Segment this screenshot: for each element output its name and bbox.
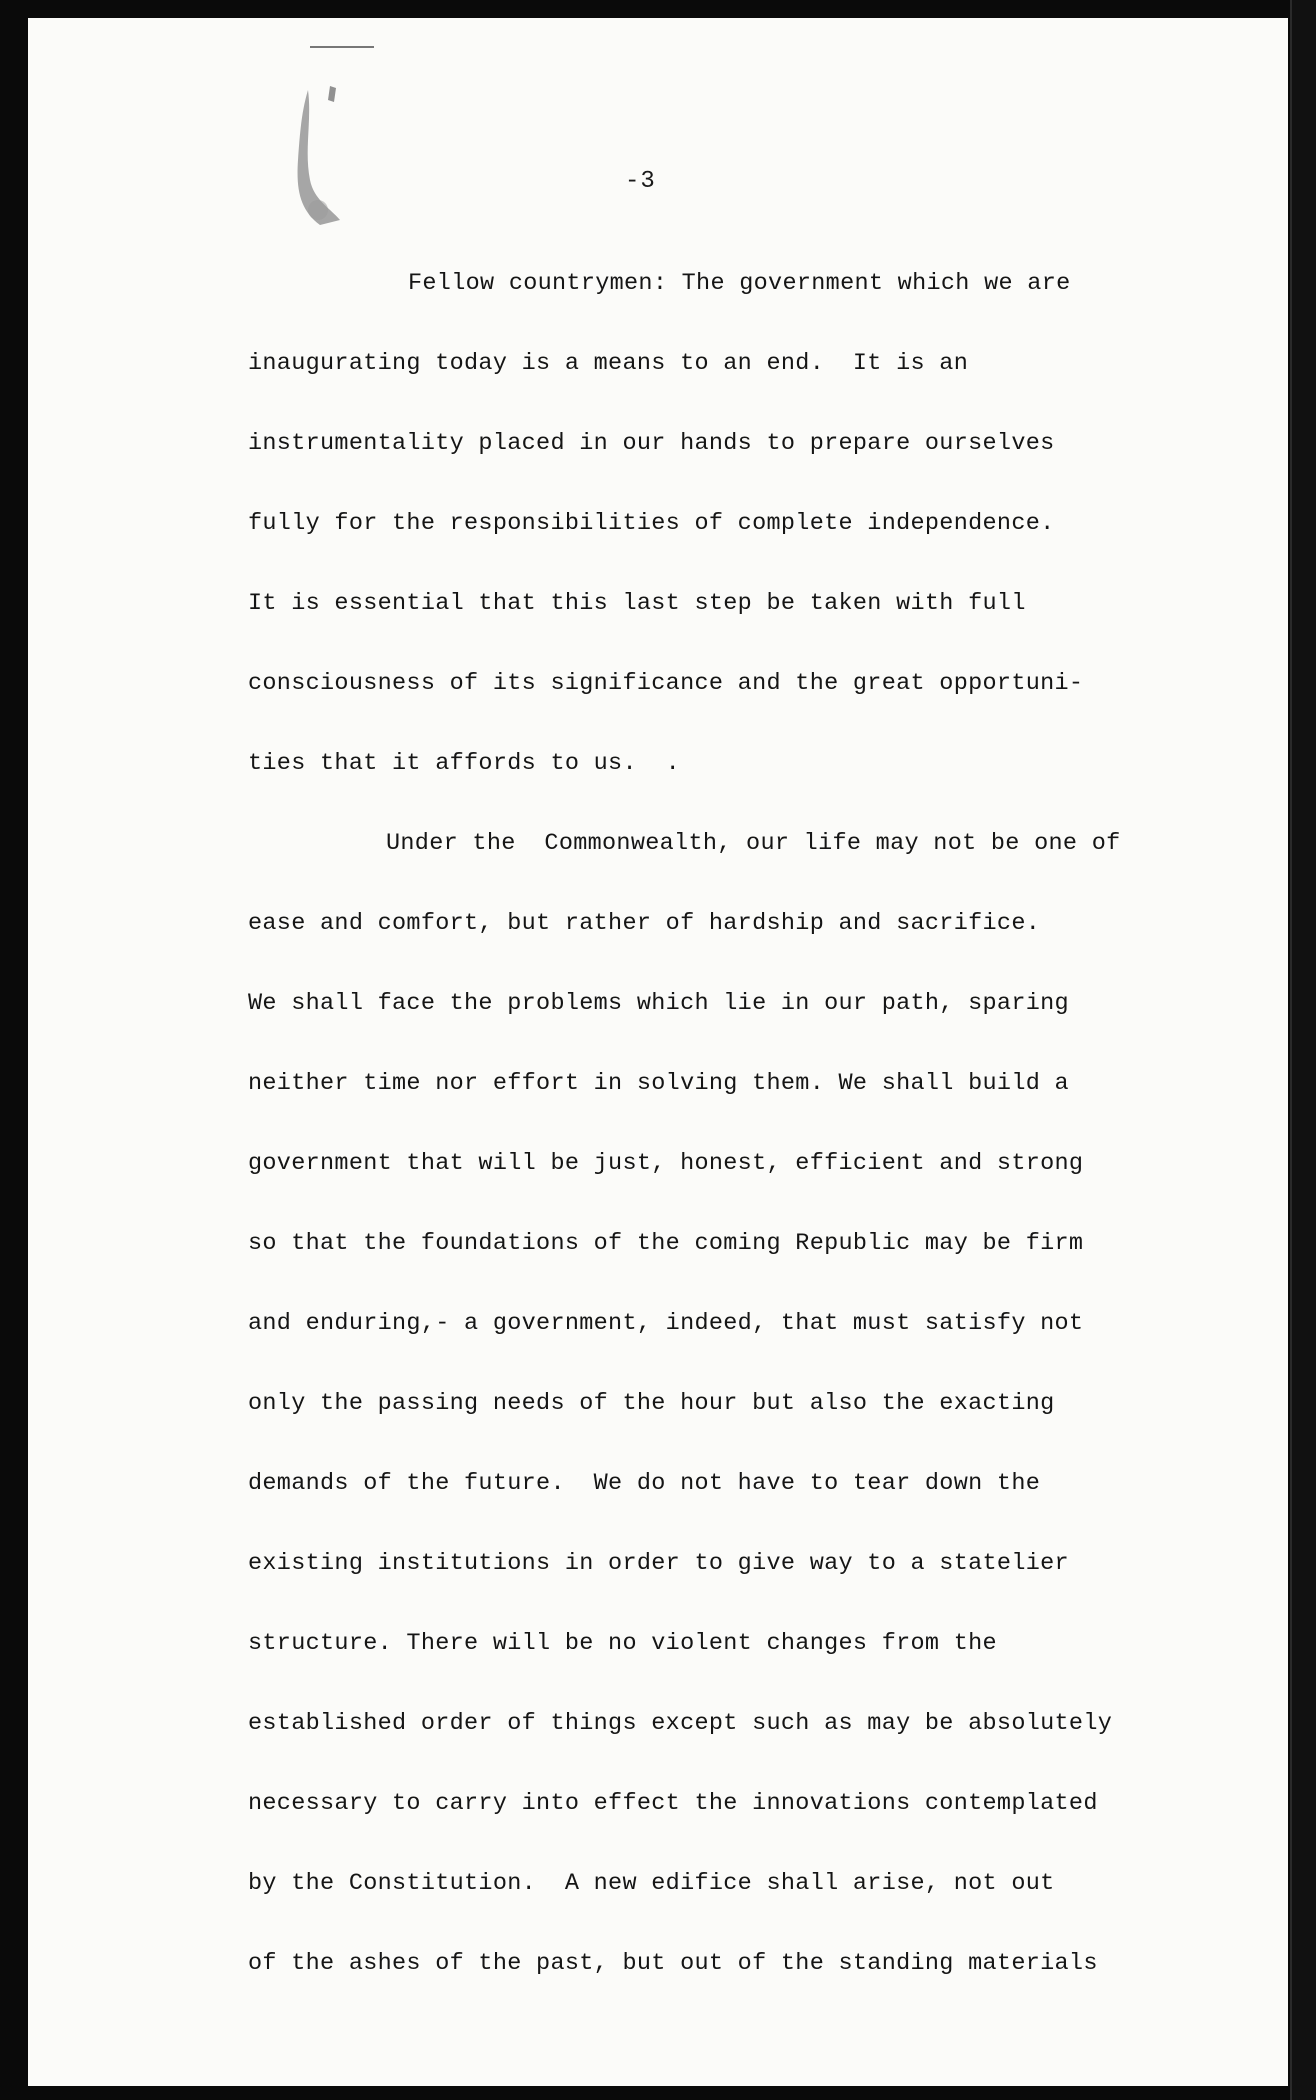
ink-smudge-icon	[290, 80, 350, 230]
text-line: only the passing needs of the hour but also the exacting	[248, 1390, 1055, 1417]
text-line: so that the foundations of the coming Republic may be firm	[248, 1230, 1084, 1257]
text-line: It is essential that this last step be taken with full	[248, 590, 1026, 617]
top-edge-mark	[310, 46, 374, 48]
text-line: ties that it affords to us. .	[248, 750, 681, 777]
text-line: We shall face the problems which lie in our path, sparing	[248, 990, 1069, 1017]
text-line: and enduring,- a government, indeed, that must satisfy not	[248, 1310, 1084, 1337]
text-line: inaugurating today is a means to an end. It is an	[248, 350, 969, 377]
text-line: instrumentality placed in our hands to prepare ourselves	[248, 430, 1055, 457]
text-line: by the Constitution. A new edifice shall arise, not out	[248, 1870, 1055, 1897]
page-number: -3	[625, 168, 656, 195]
text-line: of the ashes of the past, but out of the standing materials	[248, 1950, 1098, 1977]
text-line: government that will be just, honest, efficient and strong	[248, 1150, 1084, 1177]
text-line: fully for the responsibilities of complete independence.	[248, 510, 1055, 537]
text-line: demands of the future. We do not have to tear down the	[248, 1470, 1041, 1497]
text-line: necessary to carry into effect the innovations contemplated	[248, 1790, 1098, 1817]
text-line: Fellow countrymen: The government which we are	[408, 270, 1071, 297]
text-line: neither time nor effort in solving them. We shall build a	[248, 1070, 1069, 1097]
page-edge-strip	[1290, 0, 1316, 2100]
text-line: existing institutions in order to give way to a statelier	[248, 1550, 1069, 1577]
document-body	[248, 244, 1208, 2004]
text-line: structure. There will be no violent changes from the	[248, 1630, 997, 1657]
text-line: Under the Commonwealth, our life may not be one of	[386, 830, 1121, 857]
text-line: established order of things except such as may be absolutely	[248, 1710, 1113, 1737]
text-line: ease and comfort, but rather of hardship and sacrifice.	[248, 910, 1041, 937]
text-line: consciousness of its significance and the great opportuni-	[248, 670, 1084, 697]
